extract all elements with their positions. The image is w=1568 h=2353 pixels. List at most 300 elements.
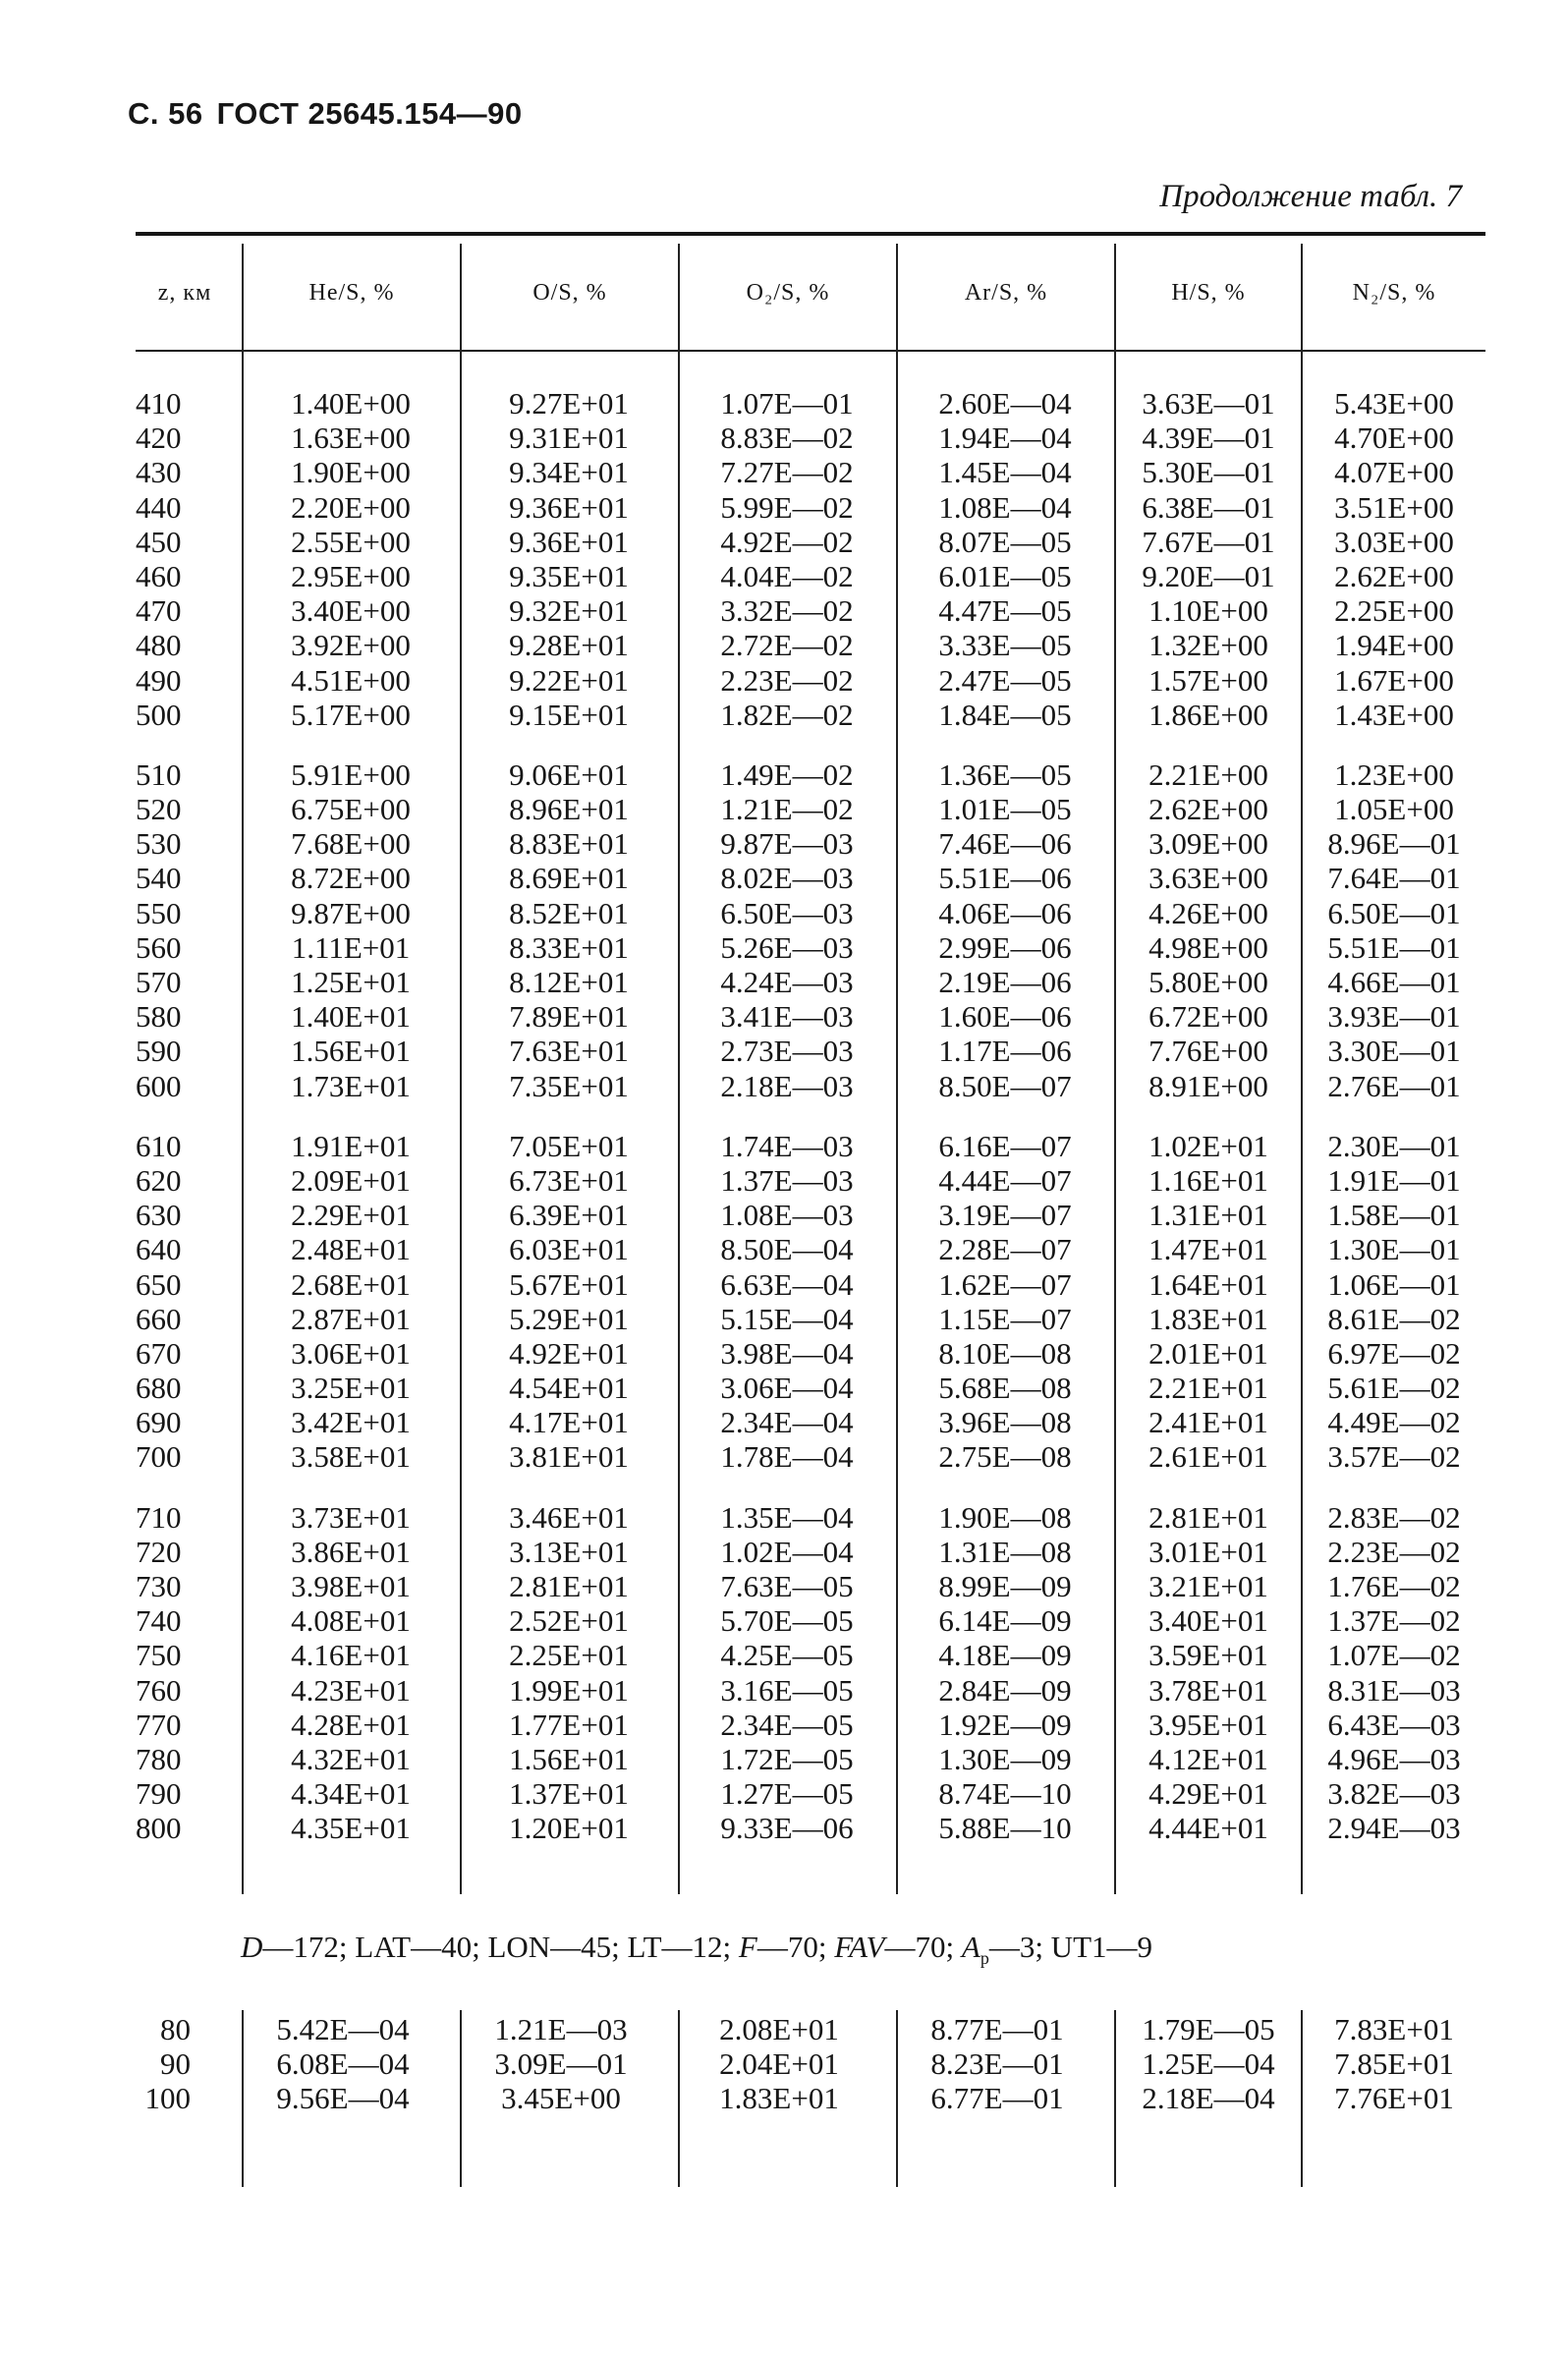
table-cell: 1.82E—02: [720, 697, 854, 732]
table-cell: 8.83E+01: [509, 826, 629, 862]
table-cell: 1.79E—05: [1142, 2012, 1275, 2046]
table-cell: 9.06E+01: [509, 756, 629, 792]
table-cell: 2.99E—06: [938, 929, 1072, 965]
table-cell: 3.92E+00: [291, 628, 411, 663]
table-header-row: [0, 253, 1568, 332]
table-cell: 2.34E—05: [720, 1707, 854, 1742]
table-cell: 3.63E—01: [1142, 386, 1275, 420]
table-cell: 1.27E—05: [720, 1776, 854, 1812]
table-cell: 9.33E—06: [720, 1811, 854, 1846]
table-cell: 1.62E—07: [938, 1266, 1072, 1302]
table-cell: 7.05E+01: [509, 1128, 629, 1163]
table-cell: 780: [136, 1741, 182, 1776]
table-cell: 2.28E—07: [938, 1232, 1072, 1267]
table-cell: 1.08E—04: [938, 489, 1072, 525]
table-cell: 1.37E+01: [509, 1776, 629, 1812]
table-cell: 7.68E+00: [291, 826, 411, 862]
table-cell: 7.27E—02: [720, 455, 854, 490]
table-cell: 9.87E—03: [720, 826, 854, 862]
table-cell: 2.75E—08: [938, 1439, 1072, 1475]
table-cell: 790: [136, 1776, 182, 1812]
table-cell: 1.63E+00: [291, 420, 411, 456]
table-cell: 3.46E+01: [509, 1499, 629, 1535]
table-cell: 6.03E+01: [509, 1232, 629, 1267]
table-cell: 760: [136, 1672, 182, 1708]
table-cell: 1.92E—09: [938, 1707, 1072, 1742]
table-cell: 770: [136, 1707, 182, 1742]
table-cell: 3.63E+00: [1148, 861, 1268, 896]
table-cell: 460: [136, 558, 182, 593]
table-cell: 4.70E+00: [1334, 420, 1454, 456]
table-cell: 6.43E—03: [1327, 1707, 1461, 1742]
table-cell: 1.91E+01: [291, 1128, 411, 1163]
table-cell: 1.11E+01: [291, 929, 411, 965]
table-cell: 5.26E—03: [720, 929, 854, 965]
table-cell: 3.58E+01: [291, 1439, 411, 1475]
table-cell: 5.29E+01: [509, 1301, 629, 1336]
table-cell: 9.31E+01: [509, 420, 629, 456]
table-cell: 540: [136, 861, 182, 896]
table-cell: 1.36E—05: [938, 756, 1072, 792]
table-cell: 3.32E—02: [720, 593, 854, 629]
table-cell: 80: [160, 2012, 191, 2046]
param-ap-value: —3; UT1—9: [988, 1930, 1152, 1964]
param-d-values: —172; LAT—40; LON—45; LT—12;: [262, 1930, 739, 1964]
table-cell: 1.67E+00: [1334, 662, 1454, 698]
table-cell: 1.08E—03: [720, 1198, 854, 1233]
table-cell: 510: [136, 756, 182, 792]
column-divider: [678, 2010, 680, 2187]
table-cell: 1.56E+01: [291, 1034, 411, 1069]
table2-column-he: [245, 2012, 441, 2116]
table-cell: 4.44E+01: [1148, 1811, 1268, 1846]
table-cell: 2.09E+01: [291, 1162, 411, 1198]
table-cell: 4.44E—07: [938, 1162, 1072, 1198]
table-cell: 3.09E+00: [1148, 826, 1268, 862]
table-cell: 9.36E+01: [509, 489, 629, 525]
table-cell: 1.40E+00: [291, 386, 411, 420]
table-cell: 8.07E—05: [938, 524, 1072, 559]
table-cell: 4.06E—06: [938, 895, 1072, 930]
table-cell: 8.91E+00: [1148, 1068, 1268, 1103]
table-cell: 3.98E—04: [720, 1335, 854, 1371]
column-header-ar: Ar/S, %: [964, 279, 1048, 306]
table-cell: 1.02E—04: [720, 1534, 854, 1569]
table-cell: 2.30E—01: [1327, 1128, 1461, 1163]
table-cell: 690: [136, 1405, 182, 1440]
table-cell: 1.17E—06: [938, 1034, 1072, 1069]
table-cell: 600: [136, 1068, 182, 1103]
table-cell: 1.06E—01: [1327, 1266, 1461, 1302]
param-fav-value: —70;: [884, 1930, 962, 1964]
table-cell: 2.87E+01: [291, 1301, 411, 1336]
table-cell: 450: [136, 524, 182, 559]
param-f: F: [738, 1930, 757, 1964]
table-cell: 1.73E+01: [291, 1068, 411, 1103]
table-cell: 3.82E—03: [1327, 1776, 1461, 1812]
table-cell: 2.55E+00: [291, 524, 411, 559]
table-cell: 8.12E+01: [509, 965, 629, 999]
table-cell: 1.21E—02: [720, 792, 854, 827]
table-cell: 1.30E—09: [938, 1741, 1072, 1776]
table-cell: 1.91E—01: [1327, 1162, 1461, 1198]
table-cell: 2.52E+01: [509, 1603, 629, 1639]
table-cell: 4.39E—01: [1142, 420, 1275, 456]
table-cell: 1.94E+00: [1334, 628, 1454, 663]
table-cell: 4.24E—03: [720, 965, 854, 999]
table-cell: 1.31E—08: [938, 1534, 1072, 1569]
table-cell: 1.20E+01: [509, 1811, 629, 1846]
column-h: [1110, 386, 1307, 1846]
table-cell: 4.96E—03: [1327, 1741, 1461, 1776]
table-cell: 4.28E+01: [291, 1707, 411, 1742]
table-cell: 7.63E+01: [509, 1034, 629, 1069]
table-cell: 1.83E+01: [1148, 1301, 1268, 1336]
column-divider: [678, 244, 680, 1894]
table-cell: 4.32E+01: [291, 1741, 411, 1776]
column-header-o: O/S, %: [532, 279, 607, 306]
column-n2: [1296, 386, 1492, 1846]
table-cell: 2.47E—05: [938, 662, 1072, 698]
table-cell: 1.31E+01: [1148, 1198, 1268, 1233]
table-cell: 2.18E—03: [720, 1068, 854, 1103]
table-cell: 2.23E—02: [1327, 1534, 1461, 1569]
table-cell: 1.56E+01: [509, 1741, 629, 1776]
table-cell: 5.15E—04: [720, 1301, 854, 1336]
table-cell: 2.19E—06: [938, 965, 1072, 999]
column-o2: [689, 386, 885, 1846]
table-cell: 4.92E—02: [720, 524, 854, 559]
table2-column-z: [138, 2012, 191, 2116]
table-cell: 4.12E+01: [1148, 1741, 1268, 1776]
table-cell: 3.03E+00: [1334, 524, 1454, 559]
table-cell: 6.16E—07: [938, 1128, 1072, 1163]
table-cell: 710: [136, 1499, 182, 1535]
table-cell: 7.67E—01: [1142, 524, 1275, 559]
table-cell: 470: [136, 593, 182, 629]
table-cell: 90: [160, 2046, 191, 2082]
table-cell: 9.27E+01: [509, 386, 629, 420]
table-cell: 7.46E—06: [938, 826, 1072, 862]
table-cell: 8.50E—04: [720, 1232, 854, 1267]
table-cell: 9.28E+01: [509, 628, 629, 663]
table-cell: 6.77E—01: [930, 2081, 1064, 2116]
table-cell: 9.22E+01: [509, 662, 629, 698]
table-cell: 7.35E+01: [509, 1068, 629, 1103]
table-cell: 430: [136, 455, 182, 490]
column-he: [252, 386, 449, 1846]
table-cell: 1.25E+01: [291, 965, 411, 999]
table-cell: 2.60E—04: [938, 386, 1072, 420]
table-cell: 1.60E—06: [938, 999, 1072, 1035]
table-cell: 3.40E+00: [291, 593, 411, 629]
table-cell: 5.68E—08: [938, 1371, 1072, 1406]
table-cell: 8.96E—01: [1327, 826, 1461, 862]
table-cell: 6.39E+01: [509, 1198, 629, 1233]
table-cell: 1.84E—05: [938, 697, 1072, 732]
table-cell: 610: [136, 1128, 182, 1163]
table-cell: 1.37E—02: [1327, 1603, 1461, 1639]
table-cell: 1.47E+01: [1148, 1232, 1268, 1267]
table-cell: 3.06E—04: [720, 1371, 854, 1406]
table-cell: 6.63E—04: [720, 1266, 854, 1302]
conditions-line: [241, 1930, 1152, 1969]
table-cell: 1.40E+01: [291, 999, 411, 1035]
table2-column-n2: [1296, 2012, 1492, 2116]
table-cell: 2.21E+00: [1148, 756, 1268, 792]
table-cell: 4.04E—02: [720, 558, 854, 593]
table-cell: 3.73E+01: [291, 1499, 411, 1535]
column-z: [136, 386, 224, 1846]
table-cell: 480: [136, 628, 182, 663]
table-cell: 2.81E+01: [509, 1569, 629, 1603]
column-divider: [460, 244, 462, 1894]
table-cell: 3.09E—01: [494, 2046, 628, 2082]
table-cell: 2.68E+01: [291, 1266, 411, 1302]
table-cell: 8.23E—01: [930, 2046, 1064, 2082]
table-cell: 730: [136, 1569, 182, 1603]
table-cell: 6.75E+00: [291, 792, 411, 827]
table-cell: 1.15E—07: [938, 1301, 1072, 1336]
table-cell: 8.31E—03: [1327, 1672, 1461, 1708]
column-header-o2: O₂/S, %: [746, 279, 830, 306]
param-fav: FAV: [834, 1930, 885, 1964]
table-cell: 8.72E+00: [291, 861, 411, 896]
table-cell: 5.43E+00: [1334, 386, 1454, 420]
table-cell: 9.32E+01: [509, 593, 629, 629]
table-cell: 6.73E+01: [509, 1162, 629, 1198]
table-cell: 2.01E+01: [1148, 1335, 1268, 1371]
table-cell: 3.95E+01: [1148, 1707, 1268, 1742]
table-cell: 4.49E—02: [1327, 1405, 1461, 1440]
table-cell: 7.76E+00: [1148, 1034, 1268, 1069]
table-cell: 2.29E+01: [291, 1198, 411, 1233]
table-cell: 5.42E—04: [276, 2012, 410, 2046]
table-cell: 6.50E—03: [720, 895, 854, 930]
table-cell: 2.72E—02: [720, 628, 854, 663]
page-header: [128, 96, 536, 132]
table2-column-o: [463, 2012, 659, 2116]
column-divider: [242, 244, 244, 1894]
table-cell: 3.33E—05: [938, 628, 1072, 663]
table-cell: 3.98E+01: [291, 1569, 411, 1603]
table-cell: 4.35E+01: [291, 1811, 411, 1846]
table-cell: 4.16E+01: [291, 1638, 411, 1673]
table-cell: 1.77E+01: [509, 1707, 629, 1742]
table-cell: 1.16E+01: [1148, 1162, 1268, 1198]
table-cell: 700: [136, 1439, 182, 1475]
table-cell: 2.25E+01: [509, 1638, 629, 1673]
table-cell: 2.62E+00: [1148, 792, 1268, 827]
table-cell: 1.21E—03: [494, 2012, 628, 2046]
table-cell: 4.26E+00: [1148, 895, 1268, 930]
table-cell: 6.50E—01: [1327, 895, 1461, 930]
table-cell: 1.10E+00: [1148, 593, 1268, 629]
table-cell: 8.10E—08: [938, 1335, 1072, 1371]
table-cell: 3.19E—07: [938, 1198, 1072, 1233]
table-cell: 4.51E+00: [291, 662, 411, 698]
param-d: D: [241, 1930, 263, 1964]
table-cell: 9.56E—04: [276, 2081, 410, 2116]
table-cell: 2.61E+01: [1148, 1439, 1268, 1475]
column-divider: [896, 244, 898, 1894]
table-cell: 2.84E—09: [938, 1672, 1072, 1708]
table-continuation-label: Продолжение табл. 7: [1159, 179, 1462, 214]
table-cell: 1.01E—05: [938, 792, 1072, 827]
column-header-z: z, км: [157, 279, 212, 306]
table-cell: 7.83E+01: [1334, 2012, 1454, 2046]
table-cell: 2.76E—01: [1327, 1068, 1461, 1103]
table-cell: 3.21E+01: [1148, 1569, 1268, 1603]
table-cell: 2.34E—04: [720, 1405, 854, 1440]
table-cell: 560: [136, 929, 182, 965]
table-cell: 7.63E—05: [720, 1569, 854, 1603]
table-cell: 8.69E+01: [509, 861, 629, 896]
table-cell: 7.89E+01: [509, 999, 629, 1035]
table-cell: 3.06E+01: [291, 1335, 411, 1371]
table-cell: 9.36E+01: [509, 524, 629, 559]
table-cell: 8.52E+01: [509, 895, 629, 930]
table-cell: 6.01E—05: [938, 558, 1072, 593]
table-cell: 2.62E+00: [1334, 558, 1454, 593]
table-cell: 1.05E+00: [1334, 792, 1454, 827]
table-cell: 9.35E+01: [509, 558, 629, 593]
table-cell: 1.23E+00: [1334, 756, 1454, 792]
table-cell: 9.15E+01: [509, 697, 629, 732]
table-cell: 5.30E—01: [1142, 455, 1275, 490]
table-cell: 3.81E+01: [509, 1439, 629, 1475]
table-cell: 660: [136, 1301, 182, 1336]
table-cell: 1.99E+01: [509, 1672, 629, 1708]
table-cell: 3.25E+01: [291, 1371, 411, 1406]
table-cell: 8.99E—09: [938, 1569, 1072, 1603]
param-ap: A: [961, 1930, 980, 1964]
table-cell: 8.74E—10: [938, 1776, 1072, 1812]
table-cell: 3.40E+01: [1148, 1603, 1268, 1639]
table-cell: 4.29E+01: [1148, 1776, 1268, 1812]
table-cell: 2.25E+00: [1334, 593, 1454, 629]
header-bottom-rule: [136, 350, 1485, 352]
table-cell: 9.34E+01: [509, 455, 629, 490]
table-cell: 5.17E+00: [291, 697, 411, 732]
table-cell: 1.72E—05: [720, 1741, 854, 1776]
table-cell: 620: [136, 1162, 182, 1198]
table-cell: 1.57E+00: [1148, 662, 1268, 698]
table-cell: 630: [136, 1198, 182, 1233]
table-cell: 4.98E+00: [1148, 929, 1268, 965]
table-cell: 1.07E—01: [720, 386, 854, 420]
table-cell: 1.83E+01: [719, 2081, 839, 2116]
table-cell: 5.99E—02: [720, 489, 854, 525]
table-cell: 5.80E+00: [1148, 965, 1268, 999]
table-cell: 1.74E—03: [720, 1128, 854, 1163]
table-cell: 2.95E+00: [291, 558, 411, 593]
table-cell: 520: [136, 792, 182, 827]
column-header-h: H/S, %: [1171, 279, 1246, 306]
table-cell: 8.77E—01: [930, 2012, 1064, 2046]
table2-column-ar: [899, 2012, 1095, 2116]
table-cell: 420: [136, 420, 182, 456]
table-cell: 1.90E+00: [291, 455, 411, 490]
table-cell: 750: [136, 1638, 182, 1673]
table-cell: 6.72E+00: [1148, 999, 1268, 1035]
table-cell: 530: [136, 826, 182, 862]
table-cell: 1.49E—02: [720, 756, 854, 792]
table-cell: 8.02E—03: [720, 861, 854, 896]
table-cell: 640: [136, 1232, 182, 1267]
table-cell: 1.86E+00: [1148, 697, 1268, 732]
table-cell: 580: [136, 999, 182, 1035]
table-cell: 6.08E—04: [276, 2046, 410, 2082]
table-cell: 3.51E+00: [1334, 489, 1454, 525]
table-cell: 4.66E—01: [1327, 965, 1461, 999]
table-cell: 1.45E—04: [938, 455, 1072, 490]
table-cell: 5.61E—02: [1327, 1371, 1461, 1406]
table-cell: 4.07E+00: [1334, 455, 1454, 490]
table-cell: 100: [144, 2081, 191, 2116]
table2-column-h: [1110, 2012, 1307, 2116]
column-divider: [460, 2010, 462, 2187]
table-cell: 490: [136, 662, 182, 698]
table-cell: 2.23E—02: [720, 662, 854, 698]
table-cell: 7.76E+01: [1334, 2081, 1454, 2116]
column-divider: [896, 2010, 898, 2187]
table-cell: 2.08E+01: [719, 2012, 839, 2046]
table-cell: 8.33E+01: [509, 929, 629, 965]
table-cell: 410: [136, 386, 182, 420]
table-cell: 590: [136, 1034, 182, 1069]
table-cell: 2.04E+01: [719, 2046, 839, 2082]
table-cell: 2.94E—03: [1327, 1811, 1461, 1846]
table-cell: 1.90E—08: [938, 1499, 1072, 1535]
table-cell: 8.83E—02: [720, 420, 854, 456]
table-cell: 1.78E—04: [720, 1439, 854, 1475]
table-cell: 3.41E—03: [720, 999, 854, 1035]
table-cell: 740: [136, 1603, 182, 1639]
table-cell: 440: [136, 489, 182, 525]
table-cell: 1.35E—04: [720, 1499, 854, 1535]
table-cell: 570: [136, 965, 182, 999]
table-cell: 4.25E—05: [720, 1638, 854, 1673]
table-cell: 2.48E+01: [291, 1232, 411, 1267]
table-cell: 4.47E—05: [938, 593, 1072, 629]
table-cell: 2.81E+01: [1148, 1499, 1268, 1535]
param-f-value: —70;: [756, 1930, 835, 1964]
table-cell: 650: [136, 1266, 182, 1302]
table-cell: 1.76E—02: [1327, 1569, 1461, 1603]
table-cell: 7.85E+01: [1334, 2046, 1454, 2082]
table-cell: 3.16E—05: [720, 1672, 854, 1708]
table-cell: 8.61E—02: [1327, 1301, 1461, 1336]
table-cell: 6.38E—01: [1142, 489, 1275, 525]
table-cell: 670: [136, 1335, 182, 1371]
table-cell: 4.92E+01: [509, 1335, 629, 1371]
table-cell: 4.18E—09: [938, 1638, 1072, 1673]
table-cell: 3.59E+01: [1148, 1638, 1268, 1673]
table-cell: 3.93E—01: [1327, 999, 1461, 1035]
table-cell: 2.21E+01: [1148, 1371, 1268, 1406]
table-cell: 4.23E+01: [291, 1672, 411, 1708]
table-cell: 1.37E—03: [720, 1162, 854, 1198]
table-cell: 1.64E+01: [1148, 1266, 1268, 1302]
table-cell: 1.32E+00: [1148, 628, 1268, 663]
table-cell: 5.70E—05: [720, 1603, 854, 1639]
table-cell: 720: [136, 1534, 182, 1569]
column-o: [471, 386, 667, 1846]
table-cell: 1.58E—01: [1327, 1198, 1461, 1233]
column-divider: [242, 2010, 244, 2187]
table-cell: 3.01E+01: [1148, 1534, 1268, 1569]
